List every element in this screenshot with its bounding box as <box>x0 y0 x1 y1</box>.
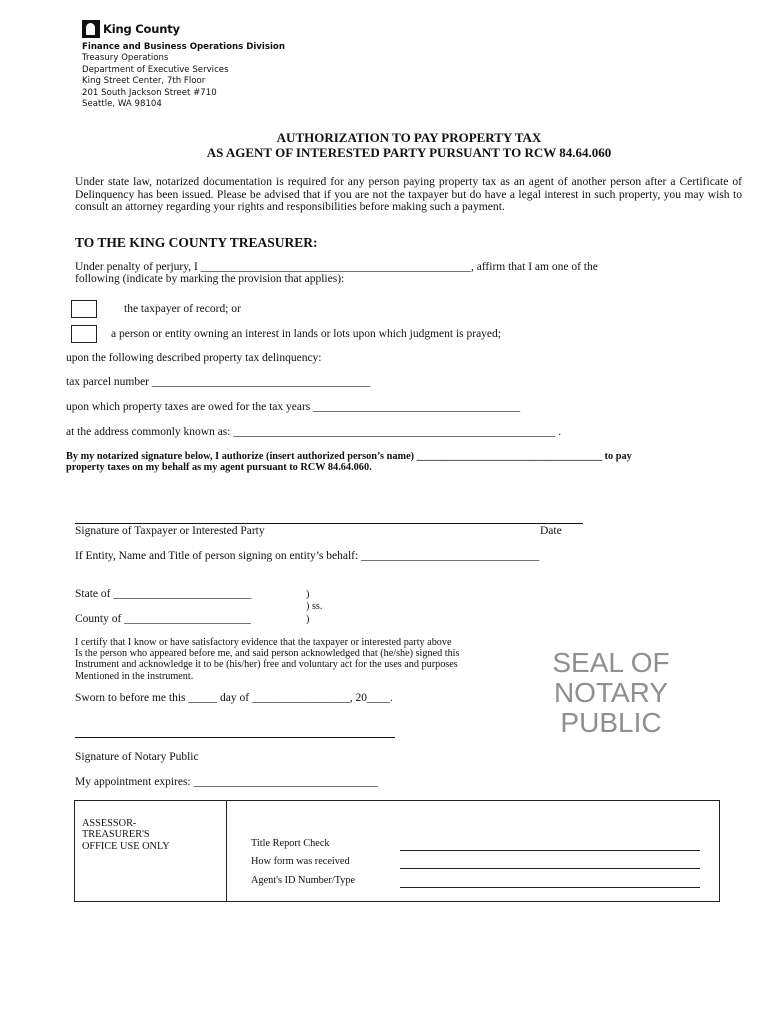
property-address-field[interactable]: at the address commonly known as: ________________________________________________________ . <box>66 426 562 438</box>
king-county-logo <box>82 20 180 38</box>
letterhead-address <box>82 42 285 110</box>
office-use-label-line: TREASURER'S <box>82 829 150 841</box>
office-use-label-line: OFFICE USE ONLY <box>82 840 170 852</box>
authorization-line-2: property taxes on my behalf as my agent pursuant to RCW 84.64.060. <box>66 462 372 473</box>
sworn-date-field[interactable]: Sworn to before me this _____ day of _________________, 20____. <box>75 692 393 704</box>
venue-ss: ) ss. <box>306 601 323 612</box>
office-use-divider <box>226 800 227 901</box>
form-received-label: How form was received <box>251 856 350 867</box>
notary-signature-label: Signature of Notary Public <box>75 751 199 763</box>
logo-text: King County <box>103 22 180 36</box>
intro-paragraph: Under state law, notarized documentation is required for any person paying property tax as an agent of another person after a Certificate of Delinquency has been issued. Please be advised that if you are not the taxpayer but do have a legal interest in such property, you may wish to consult an attorney regarding your rights and responsibilities before making such a payment. <box>75 175 742 214</box>
notary-signature-line[interactable] <box>75 737 395 738</box>
title-report-check-label: Title Report Check <box>251 838 330 849</box>
seal-line: PUBLIC <box>560 707 662 738</box>
agent-id-line[interactable] <box>400 887 700 888</box>
tax-parcel-number-field[interactable]: tax parcel number ______________________________________ <box>66 376 371 388</box>
taxpayer-signature-line[interactable] <box>75 523 583 524</box>
tax-years-field[interactable]: upon which property taxes are owed for the tax years ____________________________________ <box>66 401 521 413</box>
certify-line: Instrument and acknowledge it to be (his/her) free and voluntary act for the uses and purposes <box>75 659 458 671</box>
certify-paragraph <box>75 637 459 682</box>
address-line: Treasury Operations <box>82 53 169 64</box>
office-use-label-line: ASSESSOR- <box>82 818 137 829</box>
appointment-expires-field[interactable]: My appointment expires: ________________________________ <box>75 776 378 788</box>
seal-line: SEAL OF <box>552 647 670 678</box>
address-line: Department of Executive Services <box>82 64 229 75</box>
taxpayer-signature-label: Signature of Taxpayer or Interested Party <box>75 525 265 537</box>
address-line: 201 South Jackson Street #710 <box>82 87 217 98</box>
agent-id-label: Agent's ID Number/Type <box>251 875 356 886</box>
date-label: Date <box>540 525 562 537</box>
notary-seal-placeholder <box>545 648 677 738</box>
form-title-line-1: AUTHORIZATION TO PAY PROPERTY TAX <box>276 130 542 145</box>
taxpayer-of-record-checkbox[interactable] <box>71 300 97 318</box>
entity-name-title-field[interactable]: If Entity, Name and Title of person signing on entity’s behalf: _______________________________ <box>75 550 540 562</box>
form-received-line[interactable] <box>400 868 700 869</box>
certify-line: I certify that I know or have satisfactory evidence that the taxpayer or interested party above <box>75 637 452 648</box>
state-field[interactable]: State of ________________________ <box>75 588 252 600</box>
option-taxpayer-label: the taxpayer of record; or <box>124 303 241 315</box>
delinquency-text: upon the following described property tax delinquency: <box>66 352 322 364</box>
address-line: Seattle, WA 98104 <box>82 99 162 110</box>
address-line: King Street Center, 7th Floor <box>82 76 206 87</box>
venue-paren: ) <box>306 589 310 600</box>
county-field[interactable]: County of ______________________ <box>75 613 251 625</box>
division-name: Finance and Business Operations Division <box>82 42 285 52</box>
certify-line: Mentioned in the instrument. <box>75 670 194 682</box>
venue-paren: ) <box>306 614 310 625</box>
certify-line: Is the person who appeared before me, and said person acknowledged that (he/she) signed this <box>75 648 460 660</box>
title-report-check-line[interactable] <box>400 850 700 851</box>
treasurer-heading: TO THE KING COUNTY TREASURER: <box>75 235 318 250</box>
perjury-line-2: following (indicate by marking the provision that applies): <box>75 273 345 285</box>
option-interest-owner-label: a person or entity owning an interest in lands or lots upon which judgment is prayed; <box>111 328 501 340</box>
form-title-line-2: AS AGENT OF INTERESTED PARTY PURSUANT TO RCW 84.64.060 <box>206 145 612 160</box>
interest-owner-checkbox[interactable] <box>71 325 97 343</box>
perjury-line-1[interactable]: Under penalty of perjury, I _______________________________________________, affirm that I am one of the <box>75 261 598 273</box>
king-county-crown-icon <box>82 20 100 38</box>
seal-line: NOTARY <box>553 677 669 708</box>
office-use-label <box>82 818 170 852</box>
authorized-person-field[interactable]: By my notarized signature below, I authorize (insert authorized person’s name) ____________________________________ to pay <box>66 451 632 462</box>
